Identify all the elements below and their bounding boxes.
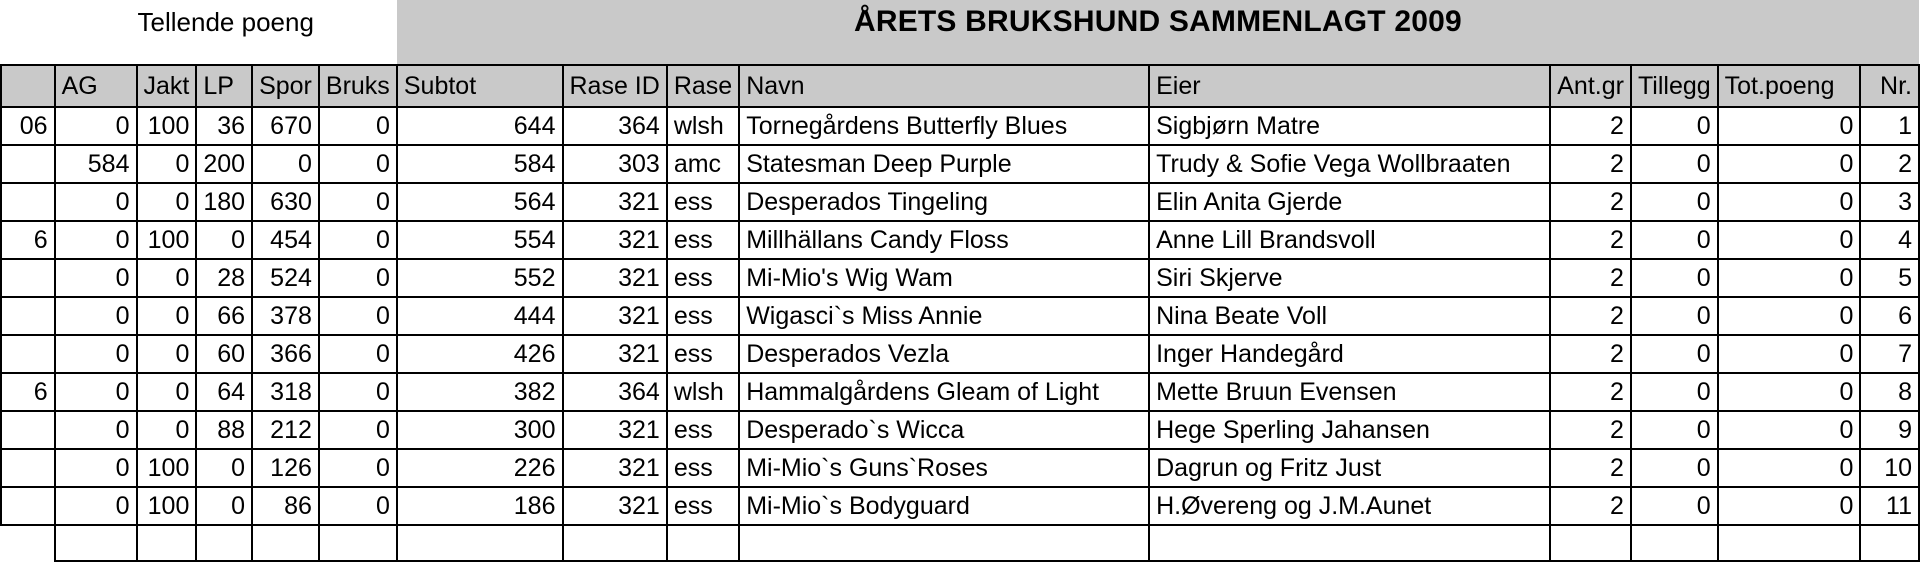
cell-rase[interactable]: ess [667,297,739,335]
cell-empty[interactable] [1718,525,1861,561]
document-title: ÅRETS BRUKSHUND SAMMENLAGT 2009 [397,0,1919,44]
col-header-navn[interactable]: Navn [739,65,1149,107]
cell-ant-gr[interactable]: 2 [1550,411,1631,449]
cell-bruks[interactable]: 0 [319,107,397,145]
table-row[interactable] [1,107,1919,145]
cell-ag[interactable]: 0 [55,449,137,487]
cell-spor[interactable]: 366 [252,335,319,373]
col-header-tillegg[interactable]: Tillegg [1631,65,1718,107]
cell-empty[interactable] [739,525,1149,561]
cell-nr[interactable]: 11 [1860,487,1919,525]
cell-tot-poeng[interactable]: 0 [1718,259,1861,297]
cell-lp[interactable]: 0 [196,487,252,525]
cell-tillegg[interactable]: 0 [1631,373,1718,411]
cell-rase[interactable]: ess [667,183,739,221]
cell-rase-id[interactable]: 321 [563,487,667,525]
cell-tillegg[interactable]: 0 [1631,107,1718,145]
cell-ag[interactable]: 0 [55,335,137,373]
cell-nr[interactable]: 9 [1860,411,1919,449]
cell-ag[interactable]: 0 [55,107,137,145]
cell-spor[interactable]: 318 [252,373,319,411]
cell-ag[interactable]: 0 [55,183,137,221]
cell-tot-poeng[interactable]: 0 [1718,183,1861,221]
spacer-cell-grey [397,44,1919,65]
cell-ag[interactable]: 0 [55,373,137,411]
cell-subtot[interactable]: 444 [397,297,563,335]
cell-rase-id[interactable]: 321 [563,335,667,373]
cell-lp[interactable]: 60 [196,335,252,373]
cell-ant-gr[interactable]: 2 [1550,221,1631,259]
cell-subtot[interactable]: 186 [397,487,563,525]
cell-rase-id[interactable]: 364 [563,373,667,411]
cell-rase[interactable]: ess [667,221,739,259]
cell-tot-poeng[interactable]: 0 [1718,487,1861,525]
table-row[interactable] [1,259,1919,297]
cell-tot-poeng[interactable]: 0 [1718,411,1861,449]
cell-ant-gr[interactable]: 2 [1550,297,1631,335]
cell-subtot[interactable]: 226 [397,449,563,487]
cell-navn[interactable]: Statesman Deep Purple [739,145,1149,183]
cell-rase[interactable]: ess [667,259,739,297]
cell-tot-poeng[interactable]: 0 [1718,449,1861,487]
table-row[interactable] [1,183,1919,221]
cell-jakt[interactable]: 0 [137,183,197,221]
cell-tillegg[interactable]: 0 [1631,259,1718,297]
cell-jakt[interactable]: 0 [137,297,197,335]
spacer-cell [1,44,55,65]
cell-trunc[interactable] [1,411,55,449]
cell-eier[interactable]: Siri Skjerve [1149,259,1550,297]
cell-trunc[interactable] [1,259,55,297]
cell-navn[interactable]: Desperados Tingeling [739,183,1149,221]
table-row[interactable] [1,449,1919,487]
cell-jakt[interactable]: 0 [137,335,197,373]
cell-navn[interactable]: Desperado`s Wicca [739,411,1149,449]
cell-nr[interactable]: 10 [1860,449,1919,487]
cell-empty[interactable] [563,525,667,561]
cell-navn[interactable]: Hammalgårdens Gleam of Light [739,373,1149,411]
cell-lp[interactable]: 64 [196,373,252,411]
cell-trunc[interactable] [1,487,55,525]
cell-empty[interactable] [1860,525,1919,561]
cell-spor[interactable]: 630 [252,183,319,221]
cell-rase-id[interactable]: 321 [563,411,667,449]
cell-bruks[interactable]: 0 [319,335,397,373]
cell-rase[interactable]: ess [667,487,739,525]
cell-lp[interactable]: 36 [196,107,252,145]
cell-rase[interactable]: ess [667,411,739,449]
cell-subtot[interactable]: 644 [397,107,563,145]
cell-bruks[interactable]: 0 [319,183,397,221]
cell-nr[interactable]: 4 [1860,221,1919,259]
cell-nr[interactable]: 8 [1860,373,1919,411]
title-row [1,0,1919,44]
cell-spor[interactable]: 126 [252,449,319,487]
cell-navn[interactable]: Mi-Mio`s Bodyguard [739,487,1149,525]
cell-jakt[interactable]: 0 [137,259,197,297]
cell-eier[interactable]: Mette Bruun Evensen [1149,373,1550,411]
col-header-tot-poeng[interactable]: Tot.poeng [1718,65,1861,107]
col-header-ag[interactable]: AG [55,65,137,107]
cell-rase-id[interactable]: 321 [563,297,667,335]
cell-bruks[interactable]: 0 [319,373,397,411]
cell-spor[interactable]: 524 [252,259,319,297]
cell-ag[interactable]: 0 [55,411,137,449]
cell-ant-gr[interactable]: 2 [1550,487,1631,525]
cell-empty[interactable] [667,525,739,561]
col-header-ant-gr[interactable]: Ant.gr [1550,65,1631,107]
cell-ag[interactable]: 0 [55,297,137,335]
col-header-jakt[interactable]: Jakt [137,65,197,107]
cell-jakt[interactable]: 100 [137,107,197,145]
spacer-cell [55,44,397,65]
cell-nr[interactable]: 2 [1860,145,1919,183]
col-header-rase[interactable]: Rase [667,65,739,107]
cell-empty[interactable] [1631,525,1718,561]
col-header-bruks[interactable]: Bruks [319,65,397,107]
table-row[interactable] [1,145,1919,183]
cell-trunc[interactable] [1,335,55,373]
cell-lp[interactable]: 66 [196,297,252,335]
column-header-row [1,65,1919,107]
cell-ag[interactable]: 584 [55,145,137,183]
cell-rase-id[interactable]: 321 [563,449,667,487]
col-header-eier[interactable]: Eier [1149,65,1550,107]
cell-empty[interactable] [196,525,252,561]
cell-tillegg[interactable]: 0 [1631,449,1718,487]
cell-jakt[interactable]: 0 [137,411,197,449]
title-left-blank [1,0,55,44]
cell-tillegg[interactable]: 0 [1631,297,1718,335]
cell-trunc[interactable] [1,297,55,335]
table-row[interactable] [1,335,1919,373]
cell-ant-gr[interactable]: 2 [1550,107,1631,145]
table-row[interactable] [1,221,1919,259]
cell-rase-id[interactable]: 321 [563,259,667,297]
cell-rase[interactable]: ess [667,449,739,487]
col-header-trunc[interactable] [1,65,55,107]
cell-tot-poeng[interactable]: 0 [1718,107,1861,145]
cell-bruks[interactable]: 0 [319,411,397,449]
table-row[interactable] [1,297,1919,335]
cell-subtot[interactable]: 564 [397,183,563,221]
cell-eier[interactable]: Hege Sperling Jahansen [1149,411,1550,449]
cell-tillegg[interactable]: 0 [1631,411,1718,449]
cell-spor[interactable]: 454 [252,221,319,259]
cell-bruks[interactable]: 0 [319,221,397,259]
cell-lp[interactable]: 180 [196,183,252,221]
cell-lp[interactable]: 200 [196,145,252,183]
cell-spor[interactable]: 212 [252,411,319,449]
cell-empty[interactable] [1149,525,1550,561]
cell-subtot[interactable]: 552 [397,259,563,297]
cell-subtot[interactable]: 382 [397,373,563,411]
cell-tot-poeng[interactable]: 0 [1718,335,1861,373]
cell-eier[interactable]: Sigbjørn Matre [1149,107,1550,145]
cell-subtot[interactable]: 426 [397,335,563,373]
cell-trunc[interactable] [1,183,55,221]
cell-spor[interactable]: 0 [252,145,319,183]
col-header-rase-id[interactable]: Rase ID [563,65,667,107]
cell-lp[interactable]: 0 [196,221,252,259]
cell-eier[interactable]: Inger Handegård [1149,335,1550,373]
cell-jakt[interactable]: 0 [137,145,197,183]
cell-empty[interactable] [1,525,55,561]
cell-empty[interactable] [137,525,197,561]
cell-rase-id[interactable]: 303 [563,145,667,183]
cell-rase-id[interactable]: 321 [563,221,667,259]
cell-tillegg[interactable]: 0 [1631,335,1718,373]
cell-lp[interactable]: 0 [196,449,252,487]
cell-ag[interactable]: 0 [55,259,137,297]
cell-rase-id[interactable]: 364 [563,107,667,145]
table-row-empty[interactable] [1,525,1919,561]
cell-tillegg[interactable]: 0 [1631,487,1718,525]
cell-empty[interactable] [397,525,563,561]
col-header-spor[interactable]: Spor [252,65,319,107]
table-row[interactable] [1,487,1919,525]
table-row[interactable] [1,411,1919,449]
cell-lp[interactable]: 28 [196,259,252,297]
cell-eier[interactable]: Elin Anita Gjerde [1149,183,1550,221]
cell-eier[interactable]: Anne Lill Brandsvoll [1149,221,1550,259]
cell-bruks[interactable]: 0 [319,487,397,525]
cell-nr[interactable]: 7 [1860,335,1919,373]
cell-ant-gr[interactable]: 2 [1550,183,1631,221]
col-header-nr[interactable]: Nr. [1860,65,1919,107]
cell-navn[interactable]: Wigasci`s Miss Annie [739,297,1149,335]
cell-ant-gr[interactable]: 2 [1550,259,1631,297]
cell-ant-gr[interactable]: 2 [1550,449,1631,487]
cell-navn[interactable]: Desperados Vezla [739,335,1149,373]
cell-navn[interactable]: Mi-Mio's Wig Wam [739,259,1149,297]
cell-subtot[interactable]: 554 [397,221,563,259]
cell-lp[interactable]: 88 [196,411,252,449]
cell-spor[interactable]: 378 [252,297,319,335]
cell-nr[interactable]: 6 [1860,297,1919,335]
cell-rase[interactable]: amc [667,145,739,183]
cell-jakt[interactable]: 0 [137,373,197,411]
cell-nr[interactable]: 3 [1860,183,1919,221]
cell-tillegg[interactable]: 0 [1631,183,1718,221]
cell-bruks[interactable]: 0 [319,449,397,487]
cell-trunc[interactable]: 6 [1,221,55,259]
cell-empty[interactable] [252,525,319,561]
cell-navn[interactable]: Millhällans Candy Floss [739,221,1149,259]
cell-rase-id[interactable]: 321 [563,183,667,221]
cell-jakt[interactable]: 100 [137,221,197,259]
cell-navn[interactable]: Tornegårdens Butterfly Blues [739,107,1149,145]
title-spacer-row [1,44,1919,65]
cell-ant-gr[interactable]: 2 [1550,145,1631,183]
cell-empty[interactable] [55,525,137,561]
cell-jakt[interactable]: 100 [137,449,197,487]
cell-nr[interactable]: 1 [1860,107,1919,145]
col-header-subtot[interactable]: Subtot [397,65,563,107]
cell-navn[interactable]: Mi-Mio`s Guns`Roses [739,449,1149,487]
cell-empty[interactable] [319,525,397,561]
cell-nr[interactable]: 5 [1860,259,1919,297]
cell-bruks[interactable]: 0 [319,297,397,335]
cell-trunc[interactable] [1,145,55,183]
cell-eier[interactable]: Dagrun og Fritz Just [1149,449,1550,487]
cell-eier[interactable]: H.Øvereng og J.M.Aunet [1149,487,1550,525]
cell-trunc[interactable]: 06 [1,107,55,145]
cell-spor[interactable]: 86 [252,487,319,525]
cell-ant-gr[interactable]: 2 [1550,335,1631,373]
cell-tot-poeng[interactable]: 0 [1718,221,1861,259]
cell-jakt[interactable]: 100 [137,487,197,525]
cell-tillegg[interactable]: 0 [1631,221,1718,259]
cell-tot-poeng[interactable]: 0 [1718,145,1861,183]
tellende-poeng-header: Tellende poeng [55,0,397,44]
cell-eier[interactable]: Trudy & Sofie Vega Wollbraaten [1149,145,1550,183]
cell-rase[interactable]: ess [667,335,739,373]
cell-empty[interactable] [1550,525,1631,561]
cell-tillegg[interactable]: 0 [1631,145,1718,183]
cell-tot-poeng[interactable]: 0 [1718,297,1861,335]
cell-ant-gr[interactable]: 2 [1550,373,1631,411]
table-row[interactable] [1,373,1919,411]
cell-tot-poeng[interactable]: 0 [1718,373,1861,411]
cell-ag[interactable]: 0 [55,487,137,525]
cell-trunc[interactable] [1,449,55,487]
cell-eier[interactable]: Nina Beate Voll [1149,297,1550,335]
cell-subtot[interactable]: 300 [397,411,563,449]
cell-trunc[interactable]: 6 [1,373,55,411]
cell-spor[interactable]: 670 [252,107,319,145]
cell-subtot[interactable]: 584 [397,145,563,183]
cell-rase[interactable]: wlsh [667,107,739,145]
cell-ag[interactable]: 0 [55,221,137,259]
col-header-lp[interactable]: LP [196,65,252,107]
cell-bruks[interactable]: 0 [319,259,397,297]
cell-rase[interactable]: wlsh [667,373,739,411]
cell-bruks[interactable]: 0 [319,145,397,183]
